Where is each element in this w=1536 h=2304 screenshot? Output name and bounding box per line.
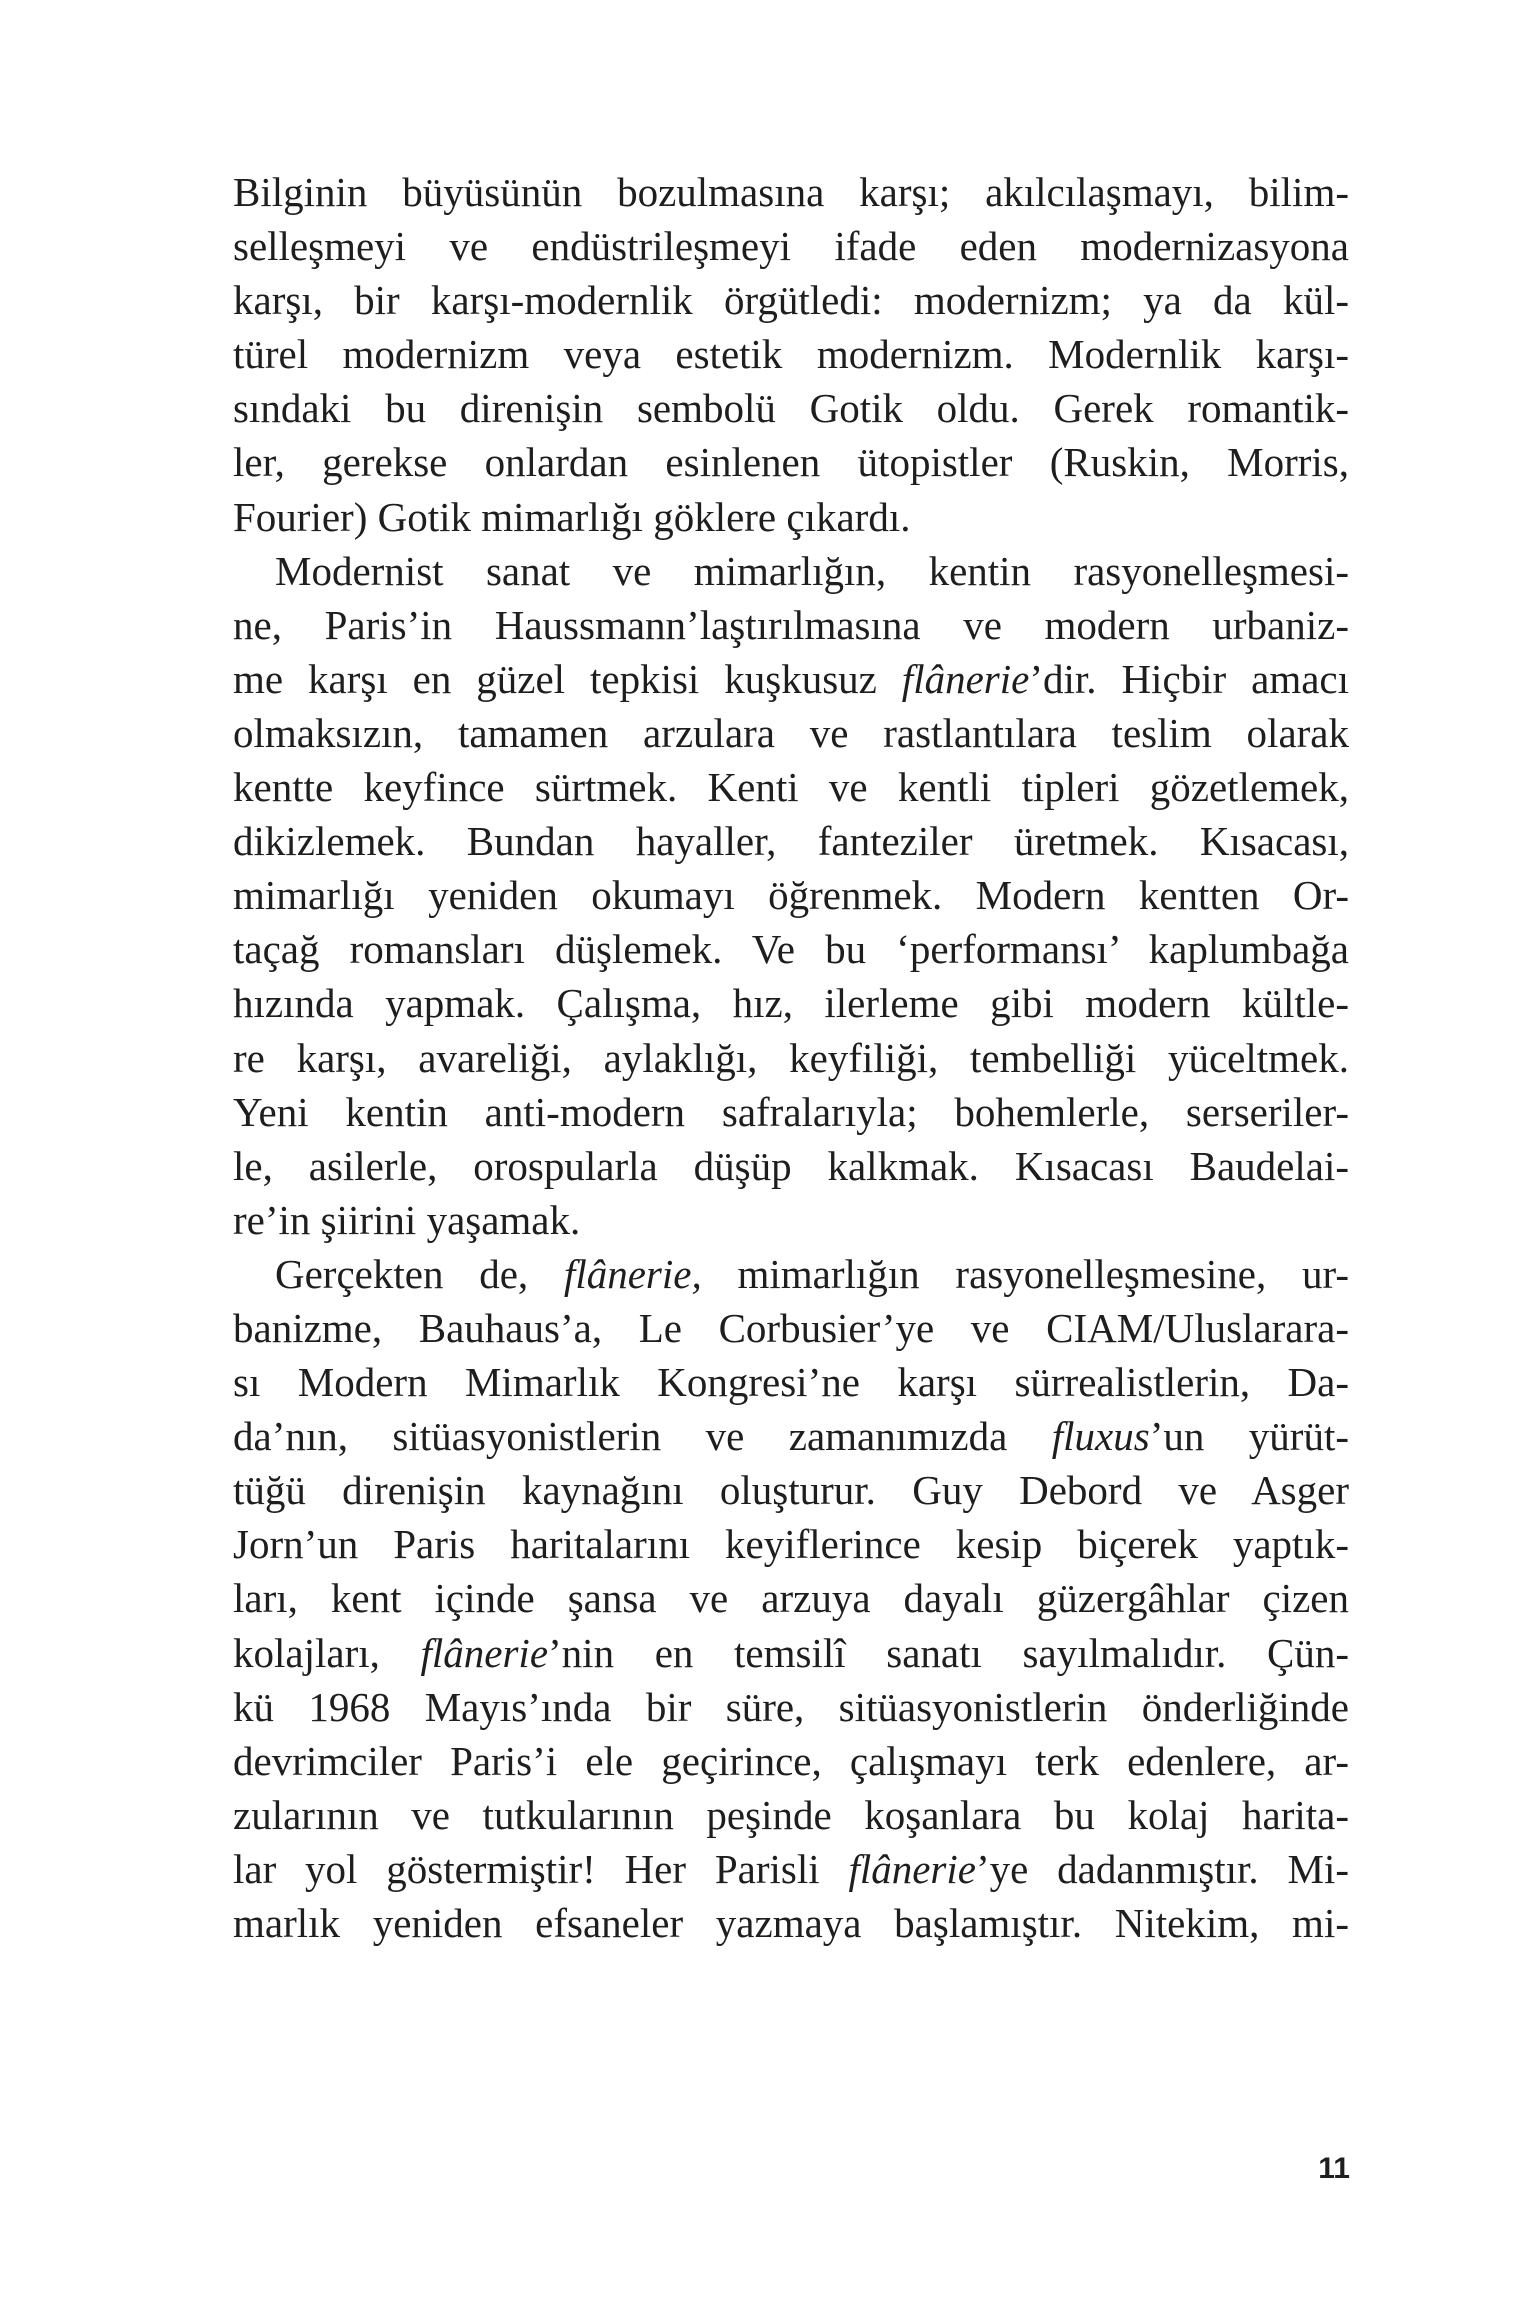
italic-term: flânerie [901, 655, 1030, 702]
text-line [233, 598, 1349, 652]
italic-term: flânerie, [563, 1250, 702, 1297]
text-run: Fourier) Gotik mimarlığı göklere çıkardı. [233, 493, 911, 540]
text-run: marlık yeniden efsaneler yazmaya başlamıştır. Nitekim, mi- [233, 1900, 1349, 1946]
italic-term: flânerie [420, 1629, 549, 1676]
text-line [233, 435, 1349, 489]
text-line [233, 1842, 1349, 1896]
text-line [233, 1680, 1349, 1734]
text-run: olmaksızın, tamamen arzulara ve rastlantılara teslim olarak [233, 709, 1349, 756]
text-run: selleşmeyi ve endüstrileşmeyi ifade eden modernizasyona [233, 223, 1349, 270]
text-run: ler, gerekse onlardan esinlenen ütopistler (Ruskin, Morris, [233, 439, 1349, 486]
text-run: Bilginin büyüsünün bozulmasına karşı; akılcılaşmayı, bilim- [233, 169, 1349, 215]
text-run: ’un yürüt- [1149, 1413, 1349, 1460]
text-line [233, 1301, 1349, 1355]
text-run: da’nın, sitüasyonistlerin ve zamanımızda [233, 1413, 1052, 1460]
paragraph [233, 165, 1349, 544]
text-line [233, 165, 1349, 219]
text-line [233, 219, 1349, 273]
text-line [233, 490, 1349, 544]
text-line [233, 706, 1349, 760]
text-line [233, 1463, 1349, 1517]
text-run: tüğü direnişin kaynağını oluşturur. Guy Debord ve Asger [233, 1467, 1349, 1514]
paragraph [233, 544, 1349, 1247]
text-run: ne, Paris’in Haussmann’laştırılmasına ve modern urbaniz- [233, 601, 1349, 648]
text-run: karşı, bir karşı-modernlik örgütledi: modernizm; ya da kül- [233, 277, 1349, 324]
text-run: ’nin en temsilî sanatı sayılmalıdır. Çün- [548, 1629, 1349, 1676]
text-run: re’in şiirini yaşamak. [233, 1196, 581, 1243]
text-line [233, 381, 1349, 435]
text-run: sı Modern Mimarlık Kongresi’ne karşı sürrealistlerin, Da- [233, 1359, 1349, 1406]
text-line [233, 1085, 1349, 1139]
text-line [233, 1571, 1349, 1625]
text-line [233, 327, 1349, 381]
text-line [233, 273, 1349, 327]
text-line [233, 1788, 1349, 1842]
text-run: dikizlemek. Bundan hayaller, fanteziler üretmek. Kısacası, [233, 818, 1349, 865]
italic-term: fluxus [1051, 1413, 1150, 1460]
text-line [233, 760, 1349, 814]
text-run: zularının ve tutkularının peşinde koşanlara bu kolaj harita- [233, 1791, 1349, 1838]
paragraph [233, 1247, 1349, 1950]
text-line [233, 652, 1349, 706]
body-text [233, 165, 1349, 1950]
text-line [233, 1517, 1349, 1571]
text-run: re karşı, avareliği, aylaklığı, keyfiliği, tembelliği yüceltmek. [233, 1034, 1349, 1081]
text-run: kü 1968 Mayıs’ında bir süre, sitüasyonistlerin önderliğinde [233, 1683, 1349, 1730]
text-run: le, asilerle, orospularla düşüp kalkmak. Kısacası Baudelai- [233, 1142, 1349, 1189]
text-run: devrimciler Paris’i ele geçirince, çalışmayı terk edenlere, ar- [233, 1737, 1349, 1784]
text-run: banizme, Bauhaus’a, Le Corbusier’ye ve CIAM/Uluslarara- [233, 1304, 1349, 1351]
text-run: hızında yapmak. Çalışma, hız, ilerleme gibi modern kültle- [233, 980, 1349, 1027]
text-run: Yeni kentin anti-modern safralarıyla; bohemlerle, serseriler- [233, 1088, 1349, 1135]
text-run: Gerçekten de, [275, 1250, 564, 1297]
text-run: kentte keyfince sürtmek. Kenti ve kentli tipleri gözetlemek, [233, 764, 1349, 811]
text-run: sındaki bu direnişin sembolü Gotik oldu. Gerek romantik- [233, 385, 1349, 432]
text-line [233, 1626, 1349, 1680]
text-run: Jorn’un Paris haritalarını keyiflerince kesip biçerek yaptık- [233, 1521, 1349, 1568]
text-run: ’dir. Hiçbir amacı [1029, 655, 1349, 702]
text-run: me karşı en güzel tepkisi kuşkusuz [233, 655, 902, 702]
italic-term: flânerie [848, 1845, 976, 1892]
text-run: mimarlığın rasyonelleşmesine, ur- [701, 1250, 1349, 1297]
text-run: mimarlığı yeniden okumayı öğrenmek. Modern kentten Or- [233, 872, 1349, 919]
text-line [233, 1247, 1349, 1301]
text-line [233, 922, 1349, 976]
page-number: 11 [1318, 2152, 1350, 2185]
text-line [233, 1734, 1349, 1788]
text-line [233, 1355, 1349, 1409]
text-run: kolajları, [233, 1629, 421, 1676]
text-line [233, 868, 1349, 922]
text-line [233, 1031, 1349, 1085]
text-run: ’ye dadanmıştır. Mi- [975, 1845, 1349, 1892]
text-run: lar yol göstermiştir! Her Parisli [233, 1845, 849, 1892]
text-line [233, 1896, 1349, 1950]
text-line [233, 976, 1349, 1030]
text-run: ları, kent içinde şansa ve arzuya dayalı güzergâhlar çizen [233, 1575, 1349, 1622]
text-line [233, 1139, 1349, 1193]
text-run: türel modernizm veya estetik modernizm. Modernlik karşı- [233, 331, 1349, 378]
text-line [233, 1193, 1349, 1247]
text-line [233, 1409, 1349, 1463]
text-run: taçağ romansları düşlemek. Ve bu ‘performansı’ kaplumbağa [233, 926, 1349, 973]
text-run: Modernist sanat ve mimarlığın, kentin rasyonelleşmesi- [275, 547, 1349, 594]
text-line [233, 544, 1349, 598]
text-line [233, 814, 1349, 868]
